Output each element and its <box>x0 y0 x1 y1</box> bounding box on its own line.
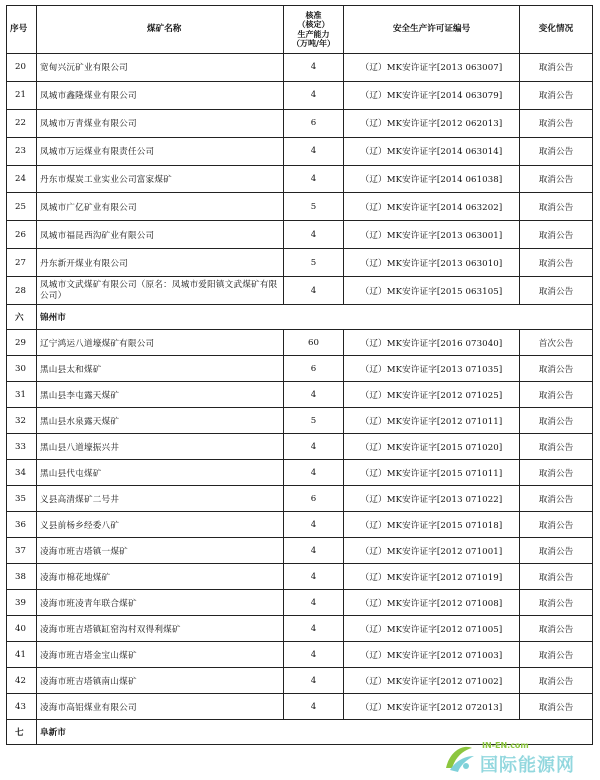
row-change-status: 取消公告 <box>520 694 593 720</box>
row-mine-name: 凌海市班凌青年联合煤矿 <box>37 590 284 616</box>
row-change-status: 取消公告 <box>520 668 593 694</box>
row-seq: 27 <box>7 249 37 277</box>
table-row <box>7 277 593 305</box>
row-seq: 22 <box>7 109 37 137</box>
row-mine-name: 凤城市万青煤业有限公司 <box>37 109 284 137</box>
row-change-status: 取消公告 <box>520 221 593 249</box>
row-mine-name: 义县前杨乡经委八矿 <box>37 512 284 538</box>
section-number: 六 <box>7 305 37 330</box>
table-row <box>7 109 593 137</box>
table-row <box>7 668 593 694</box>
header-seq: 序号 <box>7 6 37 54</box>
row-change-status: 取消公告 <box>520 249 593 277</box>
row-license-number: （辽）MK安许证字[2014 063014] <box>344 137 520 165</box>
row-license-number: （辽）MK安许证字[2012 072013] <box>344 694 520 720</box>
row-capacity: 4 <box>284 460 344 486</box>
row-mine-name: 凌海市班吉塔镇南山煤矿 <box>37 668 284 694</box>
header-license: 安全生产许可证编号 <box>344 6 520 54</box>
table-row <box>7 434 593 460</box>
watermark-url: IN-EN.com <box>482 741 529 750</box>
row-mine-name: 辽宁鸿运八道壕煤矿有限公司 <box>37 330 284 356</box>
table-row <box>7 193 593 221</box>
row-mine-name: 义县高清煤矿二号井 <box>37 486 284 512</box>
row-mine-name: 凤城市广亿矿业有限公司 <box>37 193 284 221</box>
row-license-number: （辽）MK安许证字[2012 071002] <box>344 668 520 694</box>
row-capacity: 5 <box>284 249 344 277</box>
row-change-status: 取消公告 <box>520 538 593 564</box>
row-capacity: 4 <box>284 538 344 564</box>
row-license-number: （辽）MK安许证字[2016 073040] <box>344 330 520 356</box>
row-mine-name: 宽甸兴沅矿业有限公司 <box>37 54 284 82</box>
section-number: 七 <box>7 720 37 745</box>
row-seq: 41 <box>7 642 37 668</box>
table-row <box>7 564 593 590</box>
watermark-text: 国际能源网 <box>480 755 575 776</box>
row-change-status: 取消公告 <box>520 434 593 460</box>
row-capacity: 4 <box>284 564 344 590</box>
row-mine-name: 黑山县代屯煤矿 <box>37 460 284 486</box>
row-mine-name: 凌海市班吉塔金宝山煤矿 <box>37 642 284 668</box>
table-row <box>7 221 593 249</box>
header-name: 煤矿名称 <box>37 6 284 54</box>
row-license-number: （辽）MK安许证字[2012 071005] <box>344 616 520 642</box>
row-mine-name: 凤城市鑫隆煤业有限公司 <box>37 81 284 109</box>
row-mine-name: 黑山县太和煤矿 <box>37 356 284 382</box>
row-capacity: 5 <box>284 193 344 221</box>
row-seq: 43 <box>7 694 37 720</box>
row-license-number: （辽）MK安许证字[2015 063105] <box>344 277 520 305</box>
row-mine-name: 丹东新开煤业有限公司 <box>37 249 284 277</box>
table-row <box>7 486 593 512</box>
row-seq: 30 <box>7 356 37 382</box>
table-row <box>7 249 593 277</box>
row-change-status: 取消公告 <box>520 590 593 616</box>
table-row <box>7 408 593 434</box>
row-license-number: （辽）MK安许证字[2013 063001] <box>344 221 520 249</box>
row-license-number: （辽）MK安许证字[2015 071020] <box>344 434 520 460</box>
table-row <box>7 642 593 668</box>
row-license-number: （辽）MK安许证字[2015 071018] <box>344 512 520 538</box>
row-seq: 23 <box>7 137 37 165</box>
table-row <box>7 54 593 82</box>
row-change-status: 取消公告 <box>520 460 593 486</box>
row-change-status: 取消公告 <box>520 54 593 82</box>
row-change-status: 取消公告 <box>520 408 593 434</box>
row-seq: 21 <box>7 81 37 109</box>
row-seq: 39 <box>7 590 37 616</box>
row-seq: 29 <box>7 330 37 356</box>
row-capacity: 4 <box>284 512 344 538</box>
row-seq: 38 <box>7 564 37 590</box>
section-city-name: 阜新市 <box>37 720 593 745</box>
table-row <box>7 616 593 642</box>
row-change-status: 取消公告 <box>520 137 593 165</box>
row-mine-name: 丹东市煤炭工业实业公司富家煤矿 <box>37 165 284 193</box>
row-license-number: （辽）MK安许证字[2014 063202] <box>344 193 520 221</box>
row-change-status: 首次公告 <box>520 330 593 356</box>
row-seq: 26 <box>7 221 37 249</box>
table-row <box>7 165 593 193</box>
row-mine-name: 凌海市高铝煤业有限公司 <box>37 694 284 720</box>
row-seq: 42 <box>7 668 37 694</box>
row-license-number: （辽）MK安许证字[2012 071019] <box>344 564 520 590</box>
row-change-status: 取消公告 <box>520 616 593 642</box>
row-change-status: 取消公告 <box>520 356 593 382</box>
row-mine-name: 黑山县水泉露天煤矿 <box>37 408 284 434</box>
row-license-number: （辽）MK安许证字[2012 071025] <box>344 382 520 408</box>
header-capacity-line2: （核定） <box>297 19 330 29</box>
row-change-status: 取消公告 <box>520 277 593 305</box>
row-capacity: 5 <box>284 408 344 434</box>
table-row <box>7 460 593 486</box>
row-change-status: 取消公告 <box>520 512 593 538</box>
row-change-status: 取消公告 <box>520 109 593 137</box>
row-seq: 25 <box>7 193 37 221</box>
row-license-number: （辽）MK安许证字[2013 071022] <box>344 486 520 512</box>
row-seq: 32 <box>7 408 37 434</box>
row-seq: 24 <box>7 165 37 193</box>
row-license-number: （辽）MK安许证字[2012 071001] <box>344 538 520 564</box>
row-capacity: 60 <box>284 330 344 356</box>
table-row <box>7 356 593 382</box>
row-seq: 31 <box>7 382 37 408</box>
row-capacity: 4 <box>284 277 344 305</box>
row-capacity: 6 <box>284 486 344 512</box>
row-license-number: （辽）MK安许证字[2013 063010] <box>344 249 520 277</box>
row-capacity: 6 <box>284 109 344 137</box>
row-license-number: （辽）MK安许证字[2012 071003] <box>344 642 520 668</box>
header-capacity <box>284 6 344 54</box>
row-seq: 35 <box>7 486 37 512</box>
row-mine-name: 凤城市万运煤业有限责任公司 <box>37 137 284 165</box>
row-mine-name: 凌海市棉花地煤矿 <box>37 564 284 590</box>
table-row <box>7 590 593 616</box>
watermark <box>442 740 592 776</box>
row-change-status: 取消公告 <box>520 642 593 668</box>
row-license-number: （辽）MK安许证字[2014 061038] <box>344 165 520 193</box>
header-change: 变化情况 <box>520 6 593 54</box>
table-row <box>7 81 593 109</box>
row-change-status: 取消公告 <box>520 193 593 221</box>
row-seq: 28 <box>7 277 37 305</box>
header-capacity-line4: （万吨/年） <box>292 38 335 48</box>
table-row <box>7 382 593 408</box>
row-seq: 40 <box>7 616 37 642</box>
row-mine-name: 凤城市文武煤矿有限公司（原名：凤城市爱阳镇文武煤矿有限公司） <box>37 277 284 305</box>
row-license-number: （辽）MK安许证字[2012 062013] <box>344 109 520 137</box>
in-en-logo-icon <box>442 742 476 774</box>
row-seq: 36 <box>7 512 37 538</box>
row-license-number: （辽）MK安许证字[2014 063079] <box>344 81 520 109</box>
row-seq: 34 <box>7 460 37 486</box>
row-capacity: 4 <box>284 434 344 460</box>
row-capacity: 4 <box>284 616 344 642</box>
row-change-status: 取消公告 <box>520 564 593 590</box>
row-capacity: 4 <box>284 81 344 109</box>
row-license-number: （辽）MK安许证字[2015 071011] <box>344 460 520 486</box>
row-capacity: 4 <box>284 694 344 720</box>
row-license-number: （辽）MK安许证字[2013 071035] <box>344 356 520 382</box>
row-license-number: （辽）MK安许证字[2013 063007] <box>344 54 520 82</box>
table-row <box>7 137 593 165</box>
row-change-status: 取消公告 <box>520 486 593 512</box>
row-capacity: 4 <box>284 642 344 668</box>
row-seq: 37 <box>7 538 37 564</box>
row-capacity: 4 <box>284 54 344 82</box>
row-capacity: 4 <box>284 590 344 616</box>
row-mine-name: 凌海市班吉塔镇缸窑沟村双得利煤矿 <box>37 616 284 642</box>
row-seq: 33 <box>7 434 37 460</box>
table-row <box>7 694 593 720</box>
row-capacity: 4 <box>284 137 344 165</box>
table-row <box>7 330 593 356</box>
table-row <box>7 538 593 564</box>
row-capacity: 6 <box>284 356 344 382</box>
row-license-number: （辽）MK安许证字[2012 071008] <box>344 590 520 616</box>
header-capacity-line3: 生产能力 <box>297 28 330 39</box>
coal-mine-table <box>6 5 593 745</box>
row-mine-name: 凌海市班吉塔镇一煤矿 <box>37 538 284 564</box>
row-capacity: 4 <box>284 165 344 193</box>
row-mine-name: 凤城市福昆西沟矿业有限公司 <box>37 221 284 249</box>
header-row <box>7 6 593 54</box>
section-row <box>7 305 593 330</box>
row-capacity: 4 <box>284 382 344 408</box>
section-city-name: 锦州市 <box>37 305 593 330</box>
row-change-status: 取消公告 <box>520 382 593 408</box>
row-change-status: 取消公告 <box>520 81 593 109</box>
header-capacity-line1: 核准 <box>305 9 322 20</box>
row-seq: 20 <box>7 54 37 82</box>
row-capacity: 4 <box>284 221 344 249</box>
row-capacity: 4 <box>284 668 344 694</box>
row-license-number: （辽）MK安许证字[2012 071011] <box>344 408 520 434</box>
row-mine-name: 黑山县八道壕振兴井 <box>37 434 284 460</box>
row-mine-name: 黑山县李屯露天煤矿 <box>37 382 284 408</box>
table-row <box>7 512 593 538</box>
row-change-status: 取消公告 <box>520 165 593 193</box>
